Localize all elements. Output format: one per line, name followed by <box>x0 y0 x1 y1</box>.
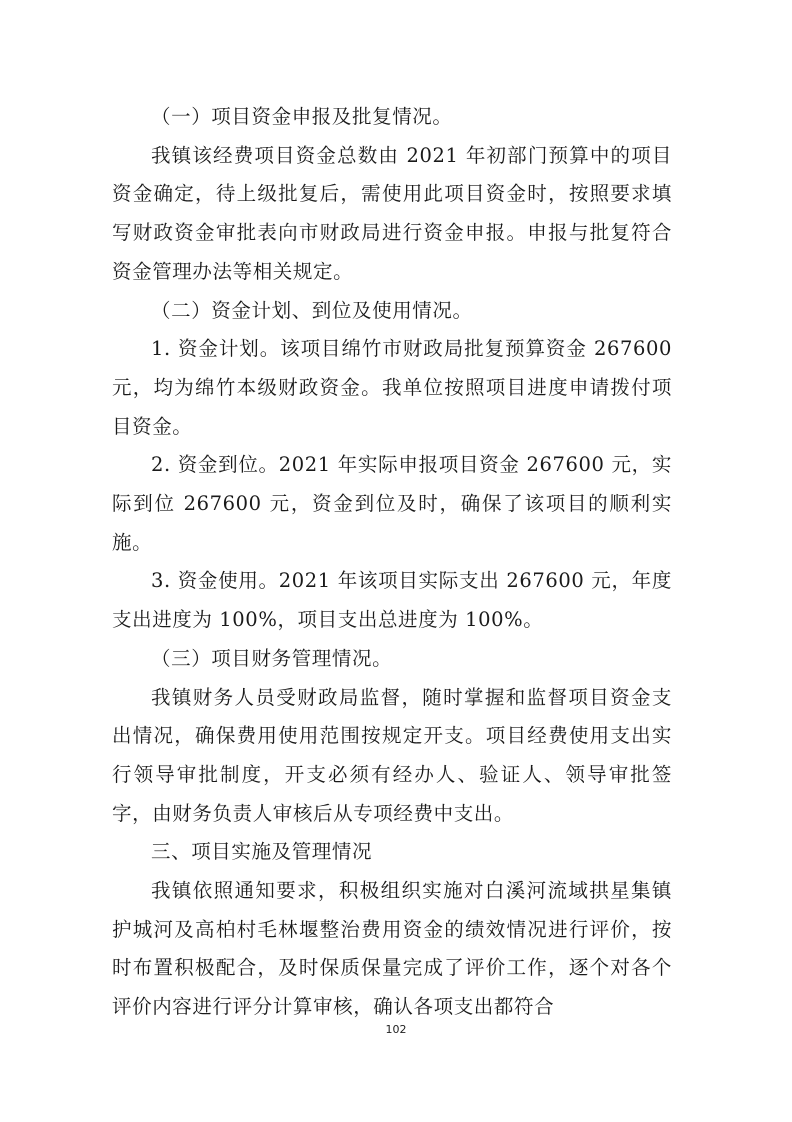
paragraph-funding-plan: 1. 资金计划。该项目绵竹市财政局批复预算资金 267600 元，均为绵竹本级财政资金。我单位按照项目进度申请拨付项目资金。 <box>112 337 672 438</box>
paragraph-funding-application: 我镇该经费项目资金总数由 2021 年初部门预算中的项目资金确定，待上级批复后，需使用此项目资金时，按照要求填写财政资金审批表向市财政局进行资金申报。申报与批复符合资金管理办法等相关规定。 <box>112 143 672 283</box>
document-body <box>112 98 672 1027</box>
paragraph-funding-use: 3. 资金使用。2021 年该项目实际支出 267600 元，年度支出进度为 100%，项目支出总进度为 100%。 <box>112 569 672 632</box>
paragraph-implementation: 我镇依照通知要求，积极组织实施对白溪河流域拱星集镇护城河及高柏村毛林堰整治费用资金的绩效情况进行评价，按时布置积极配合，及时保质保量完成了评价工作，逐个对各个评价内容进行评分计算审核，确认各项支出都符合 <box>112 879 672 1019</box>
paragraph-financial-management: 我镇财务人员受财政局监督，随时掌握和监督项目资金支出情况，确保费用使用范围按规定开支。项目经费使用支出实行领导审批制度，开支必须有经办人、验证人、领导审批签字，由财务负责人审核后从专项经费中支出。 <box>112 685 672 825</box>
section-heading-funding-application: （一）项目资金申报及批复情况。 <box>151 105 453 128</box>
paragraph-funding-arrival: 2. 资金到位。2021 年实际申报项目资金 267600 元，实际到位 267600 元，资金到位及时，确保了该项目的顺利实施。 <box>112 453 672 554</box>
section-heading-implementation: 三、项目实施及管理情况 <box>151 840 373 864</box>
section-heading-financial-management: （三）项目财务管理情况。 <box>151 646 393 670</box>
section-heading-funding-plan: （二）资金计划、到位及使用情况。 <box>151 298 473 322</box>
page-number: 102 <box>385 1023 407 1036</box>
